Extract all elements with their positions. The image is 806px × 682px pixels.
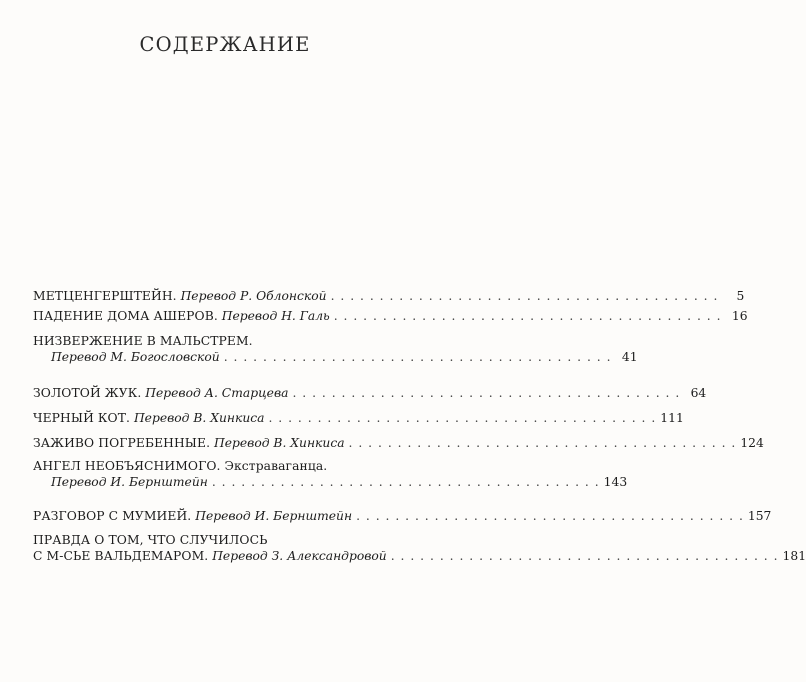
entry-page: 157 <box>747 509 772 523</box>
entry-page: 41 <box>621 350 638 364</box>
entry-title: НИЗВЕРЖЕНИЕ В МАЛЬСТРЕМ. <box>33 334 253 348</box>
page-title: СОДЕРЖАНИЕ <box>139 33 311 56</box>
toc-line <box>33 333 385 349</box>
toc-entry <box>33 508 772 524</box>
entry-title: РАЗГОВОР С МУМИЕЙ. <box>33 509 192 523</box>
dot-leader: . . . . . . . . . . . . . . . . . . . . . . . . . . . . . . . . . . . . . . . . <box>223 350 612 364</box>
entry-title: МЕТЦЕНГЕРШТЕЙН. <box>33 289 177 303</box>
toc-entry <box>33 435 764 451</box>
toc-line <box>33 435 764 451</box>
dot-leader: . . . . . . . . . . . . . . . . . . . . . . . . . . . . . . . . . . . . . . . . <box>211 475 600 489</box>
entry-page: 181 <box>782 549 806 563</box>
toc-line <box>33 349 638 365</box>
entry-translator: Перевод Н. Галь <box>221 309 330 323</box>
entry-translator: Перевод Р. Облонской <box>180 289 327 303</box>
dot-leader: . . . . . . . . . . . . . . . . . . . . . . . . . . . . . . . . . . . . . . . . <box>390 549 779 563</box>
toc-line <box>33 532 385 548</box>
toc-entry <box>33 333 638 365</box>
dot-leader: . . . . . . . . . . . . . . . . . . . . . . . . . . . . . . . . . . . . . . . . <box>330 289 719 303</box>
entry-translator: Перевод М. Богословской <box>51 350 220 364</box>
toc-line <box>33 458 385 474</box>
toc-line <box>33 548 806 564</box>
entry-page: 143 <box>603 475 628 489</box>
toc-entry <box>33 288 745 304</box>
toc-line <box>33 508 772 524</box>
toc-entry <box>33 458 628 490</box>
entry-translator: Перевод А. Старцева <box>145 386 289 400</box>
entry-title: С М-СЬЕ ВАЛЬДЕМАРОМ. <box>33 549 209 563</box>
toc-line <box>33 385 707 401</box>
toc-entry <box>33 532 806 564</box>
entry-page: 111 <box>660 411 684 425</box>
toc-entry <box>33 385 707 401</box>
entry-title: ЗОЛОТОЙ ЖУК. <box>33 386 142 400</box>
toc-line <box>33 474 628 490</box>
dot-leader: . . . . . . . . . . . . . . . . . . . . . . . . . . . . . . . . . . . . . . . . <box>333 309 722 323</box>
dot-leader: . . . . . . . . . . . . . . . . . . . . . . . . . . . . . . . . . . . . . . . . <box>356 509 744 523</box>
entry-translator: Перевод В. Хинкиса <box>133 411 265 425</box>
toc-line <box>33 308 748 324</box>
entry-page: 5 <box>736 289 745 303</box>
toc-entry <box>33 410 684 426</box>
entry-title: ПАДЕНИЕ ДОМА АШЕРОВ. <box>33 309 218 323</box>
dot-leader: . . . . . . . . . . . . . . . . . . . . . . . . . . . . . . . . . . . . . . . . <box>292 386 681 400</box>
entry-translator: Перевод З. Александровой <box>212 549 387 563</box>
entry-title: ЗАЖИВО ПОГРЕБЕННЫЕ. <box>33 436 211 450</box>
entry-translator: Перевод В. Хинкиса <box>214 436 345 450</box>
toc-line <box>33 410 684 426</box>
entry-title: ЧЕРНЫЙ КОТ. <box>33 411 131 425</box>
entry-page: 64 <box>690 386 707 400</box>
dot-leader: . . . . . . . . . . . . . . . . . . . . . . . . . . . . . . . . . . . . . . . . <box>268 411 657 425</box>
entry-page: 16 <box>731 309 748 323</box>
toc-line <box>33 288 745 304</box>
entry-translator: Перевод И. Бернштейн <box>195 509 353 523</box>
entry-title: АНГЕЛ НЕОБЪЯСНИМОГО. Экстраваганца. <box>33 459 328 473</box>
entry-translator: Перевод И. Бернштейн <box>51 475 208 489</box>
entry-page: 124 <box>740 436 764 450</box>
toc-entry <box>33 308 748 324</box>
entry-title: ПРАВДА О ТОМ, ЧТО СЛУЧИЛОСЬ <box>33 533 268 547</box>
dot-leader: . . . . . . . . . . . . . . . . . . . . . . . . . . . . . . . . . . . . . . . . <box>348 436 737 450</box>
